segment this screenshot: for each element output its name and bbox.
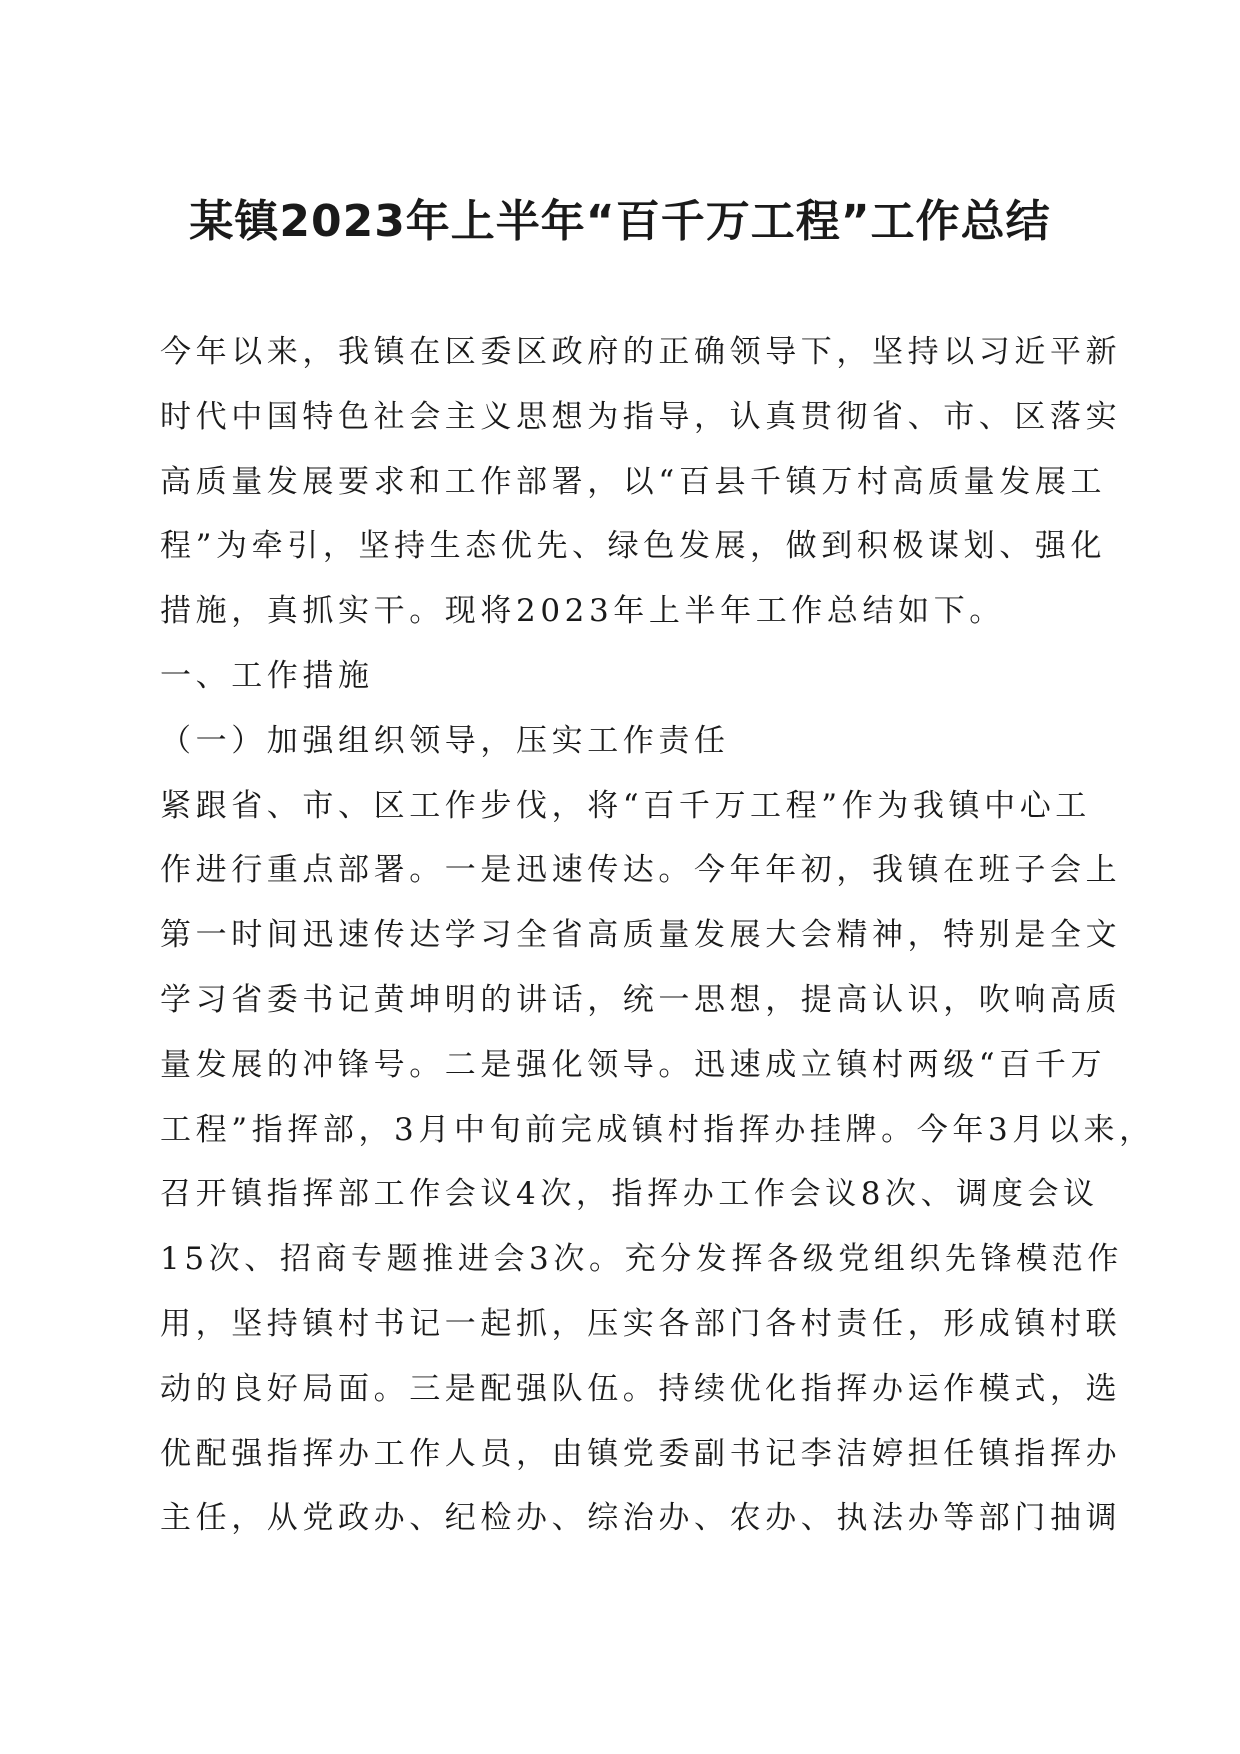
section-heading: 一、工作措施: [160, 657, 374, 694]
subsection-heading: （一）加强组织领导，压实工作责任: [160, 722, 730, 759]
body-line: 15次、招商专题推进会3次。充分发挥各级党组织先锋模范作: [160, 1241, 1123, 1278]
document-body: [160, 320, 1155, 1551]
body-line: 学习省委书记黄坤明的讲话，统一思想，提高认识，吹响高质: [160, 981, 1122, 1018]
body-line: 措施，真抓实干。现将2023年上半年工作总结如下。: [160, 593, 1005, 630]
body-line: 第一时间迅速传达学习全省高质量发展大会精神，特别是全文: [160, 917, 1122, 954]
body-line: 程”为牵引，坚持生态优先、绿色发展，做到积极谋划、强化: [160, 528, 1107, 565]
body-line: 作进行重点部署。一是迅速传达。今年年初，我镇在班子会上: [160, 852, 1122, 889]
body-line: 时代中国特色社会主义思想为指导，认真贯彻省、市、区落实: [160, 398, 1122, 435]
body-line: 召开镇指挥部工作会议4次，指挥办工作会议8次、调度会议: [160, 1176, 1099, 1213]
body-line: 紧跟省、市、区工作步伐，将“百千万工程”作为我镇中心工: [160, 787, 1091, 824]
body-line: 今年以来，我镇在区委区政府的正确领导下，坚持以习近平新: [160, 334, 1122, 370]
body-line: 高质量发展要求和工作部署，以“百县千镇万村高质量发展工: [160, 463, 1107, 500]
document-title: 某镇2023年上半年“百千万工程”工作总结: [189, 196, 1051, 247]
body-line: 优配强指挥办工作人员，由镇党委副书记李洁婷担任镇指挥办: [160, 1435, 1122, 1472]
body-line: 工程”指挥部，3月中旬前完成镇村指挥办挂牌。今年3月以来，: [160, 1111, 1155, 1148]
body-line: 主任，从党政办、纪检办、综治办、农办、执法办等部门抽调: [160, 1500, 1122, 1537]
body-line: 动的良好局面。三是配强队伍。持续优化指挥办运作模式，选: [160, 1370, 1122, 1407]
body-line: 量发展的冲锋号。二是强化领导。迅速成立镇村两级“百千万: [160, 1046, 1107, 1083]
body-line: 用，坚持镇村书记一起抓，压实各部门各村责任，形成镇村联: [160, 1305, 1122, 1342]
